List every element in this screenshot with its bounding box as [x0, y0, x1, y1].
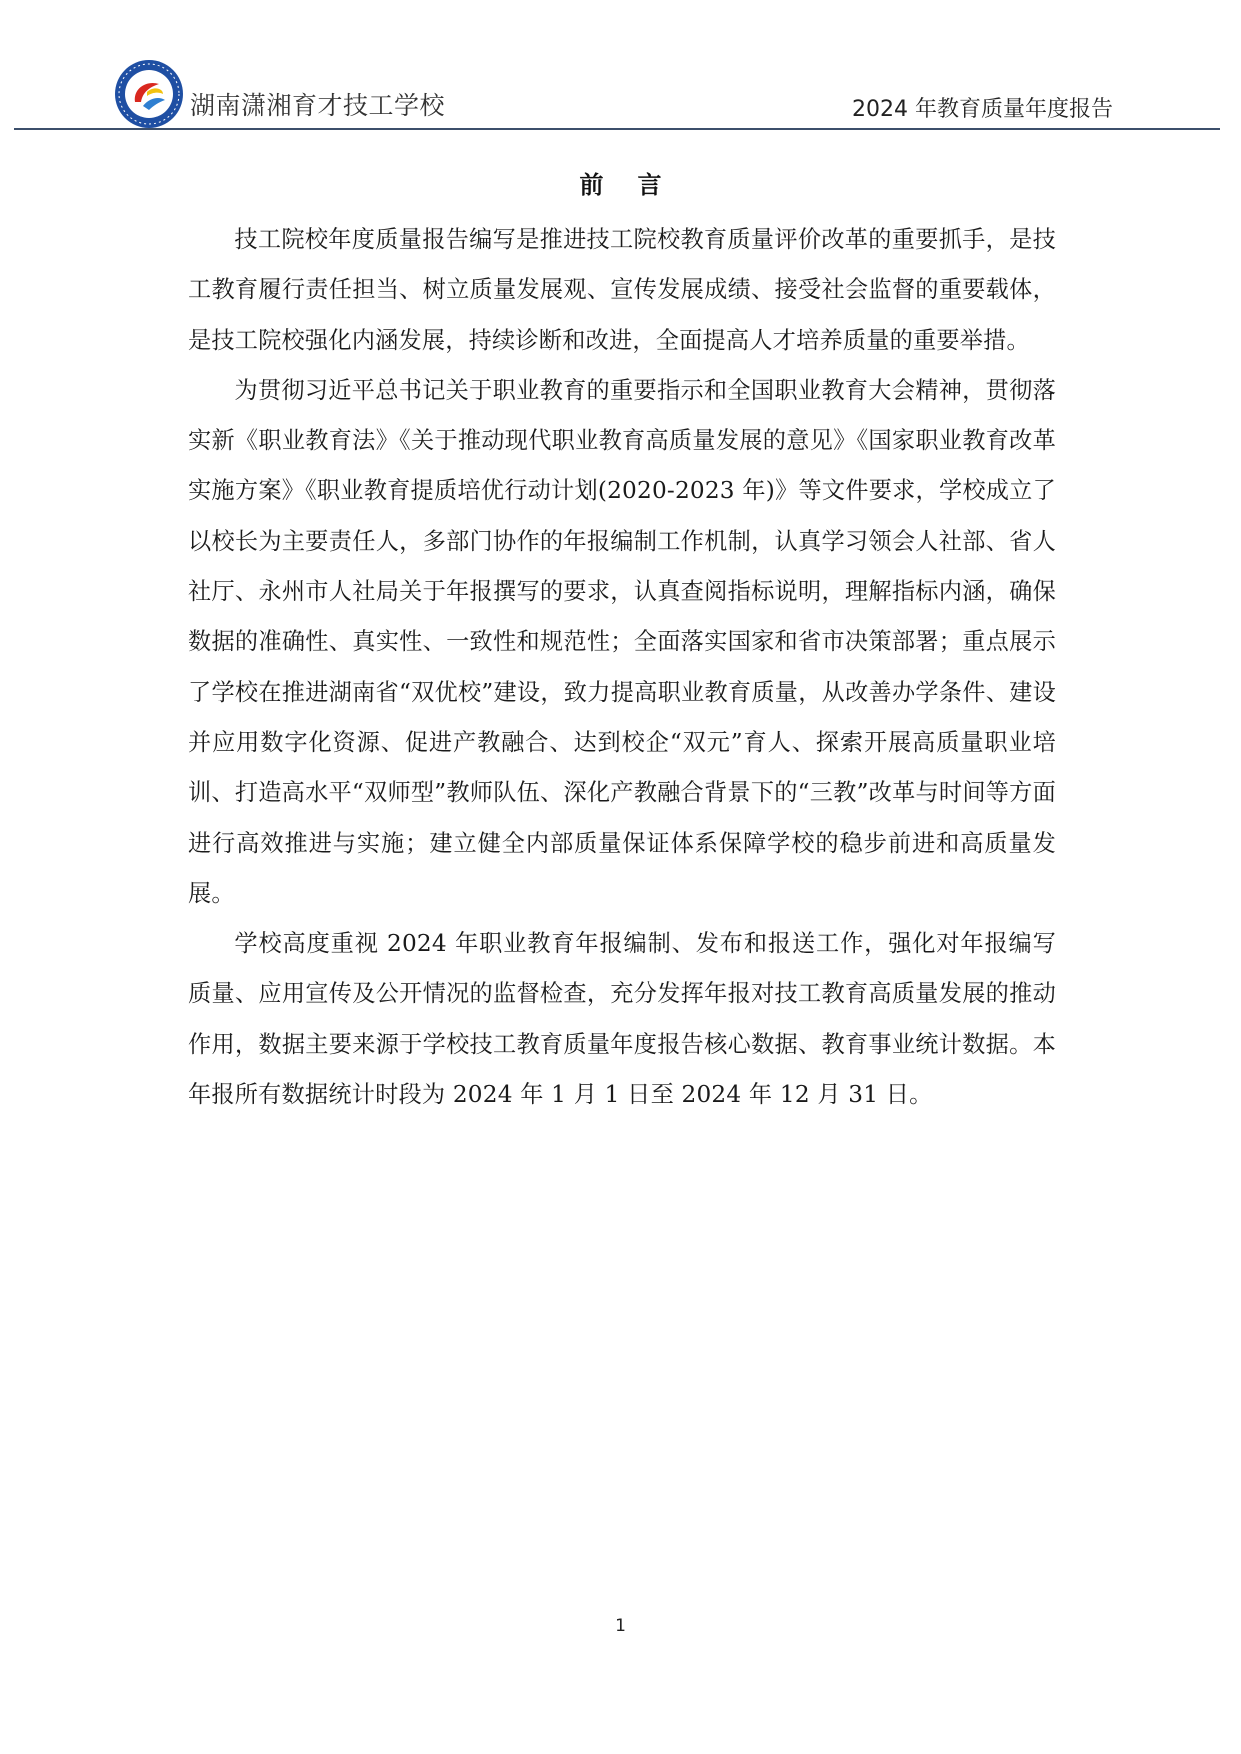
paragraph-1: 技工院校年度质量报告编写是推进技工院校教育质量评价改革的重要抓手，是技工教育履行责任担当、树立质量发展观、宣传发展成绩、接受社会监督的重要载体，是技工院校强化内涵发展，持续诊断和改进，全面提高人才培养质量的重要举措。: [188, 226, 1056, 354]
page-number: 1: [615, 1616, 626, 1636]
school-logo-icon: [113, 58, 185, 130]
school-name: 湖南潇湘育才技工学校: [190, 91, 446, 120]
page-header: [0, 0, 1241, 132]
section-heading: 前言: [579, 171, 696, 199]
paragraph-3: 学校高度重视 2024 年职业教育年报编制、发布和报送工作，强化对年报编写质量、应用宣传及公开情况的监督检查，充分发挥年报对技工教育高质量发展的推动作用，数据主要来源于学校技工教育质量年度报告核心数据、教育事业统计数据。本年报所有数据统计时段为 2024 年 1 月 1 日至 2024 年 12 月 31 日。: [188, 930, 1056, 1109]
paragraph-2: 为贯彻习近平总书记关于职业教育的重要指示和全国职业教育大会精神，贯彻落实新《职业教育法》《关于推动现代职业教育高质量发展的意见》《国家职业教育改革实施方案》《职业教育提质培优行动计划(2020-2023 年)》等文件要求，学校成立了以校长为主要责任人，多部门协作的年报编制工作机制，认真学习领会人社部、省人社厅、永州市人社局关于年报撰写的要求，认真查阅指标说明，理解指标内涵，确保数据的准确性、真实性、一致性和规范性；全面落实国家和省市决策部署；重点展示了学校在推进湖南省“双优校”建设，致力提高职业教育质量，从改善办学条件、建设并应用数字化资源、促进产教融合、达到校企“双元”育人、探索开展高质量职业培训、打造高水平“双师型”教师队伍、深化产教融合背景下的“三教”改革与时间等方面进行高效推进与实施；建立健全内部质量保证体系保障学校的稳步前进和高质量发展。: [188, 376, 1056, 907]
body-text: [188, 215, 1056, 1120]
header-divider: [14, 128, 1220, 130]
report-title: 2024 年教育质量年度报告: [852, 97, 1113, 122]
